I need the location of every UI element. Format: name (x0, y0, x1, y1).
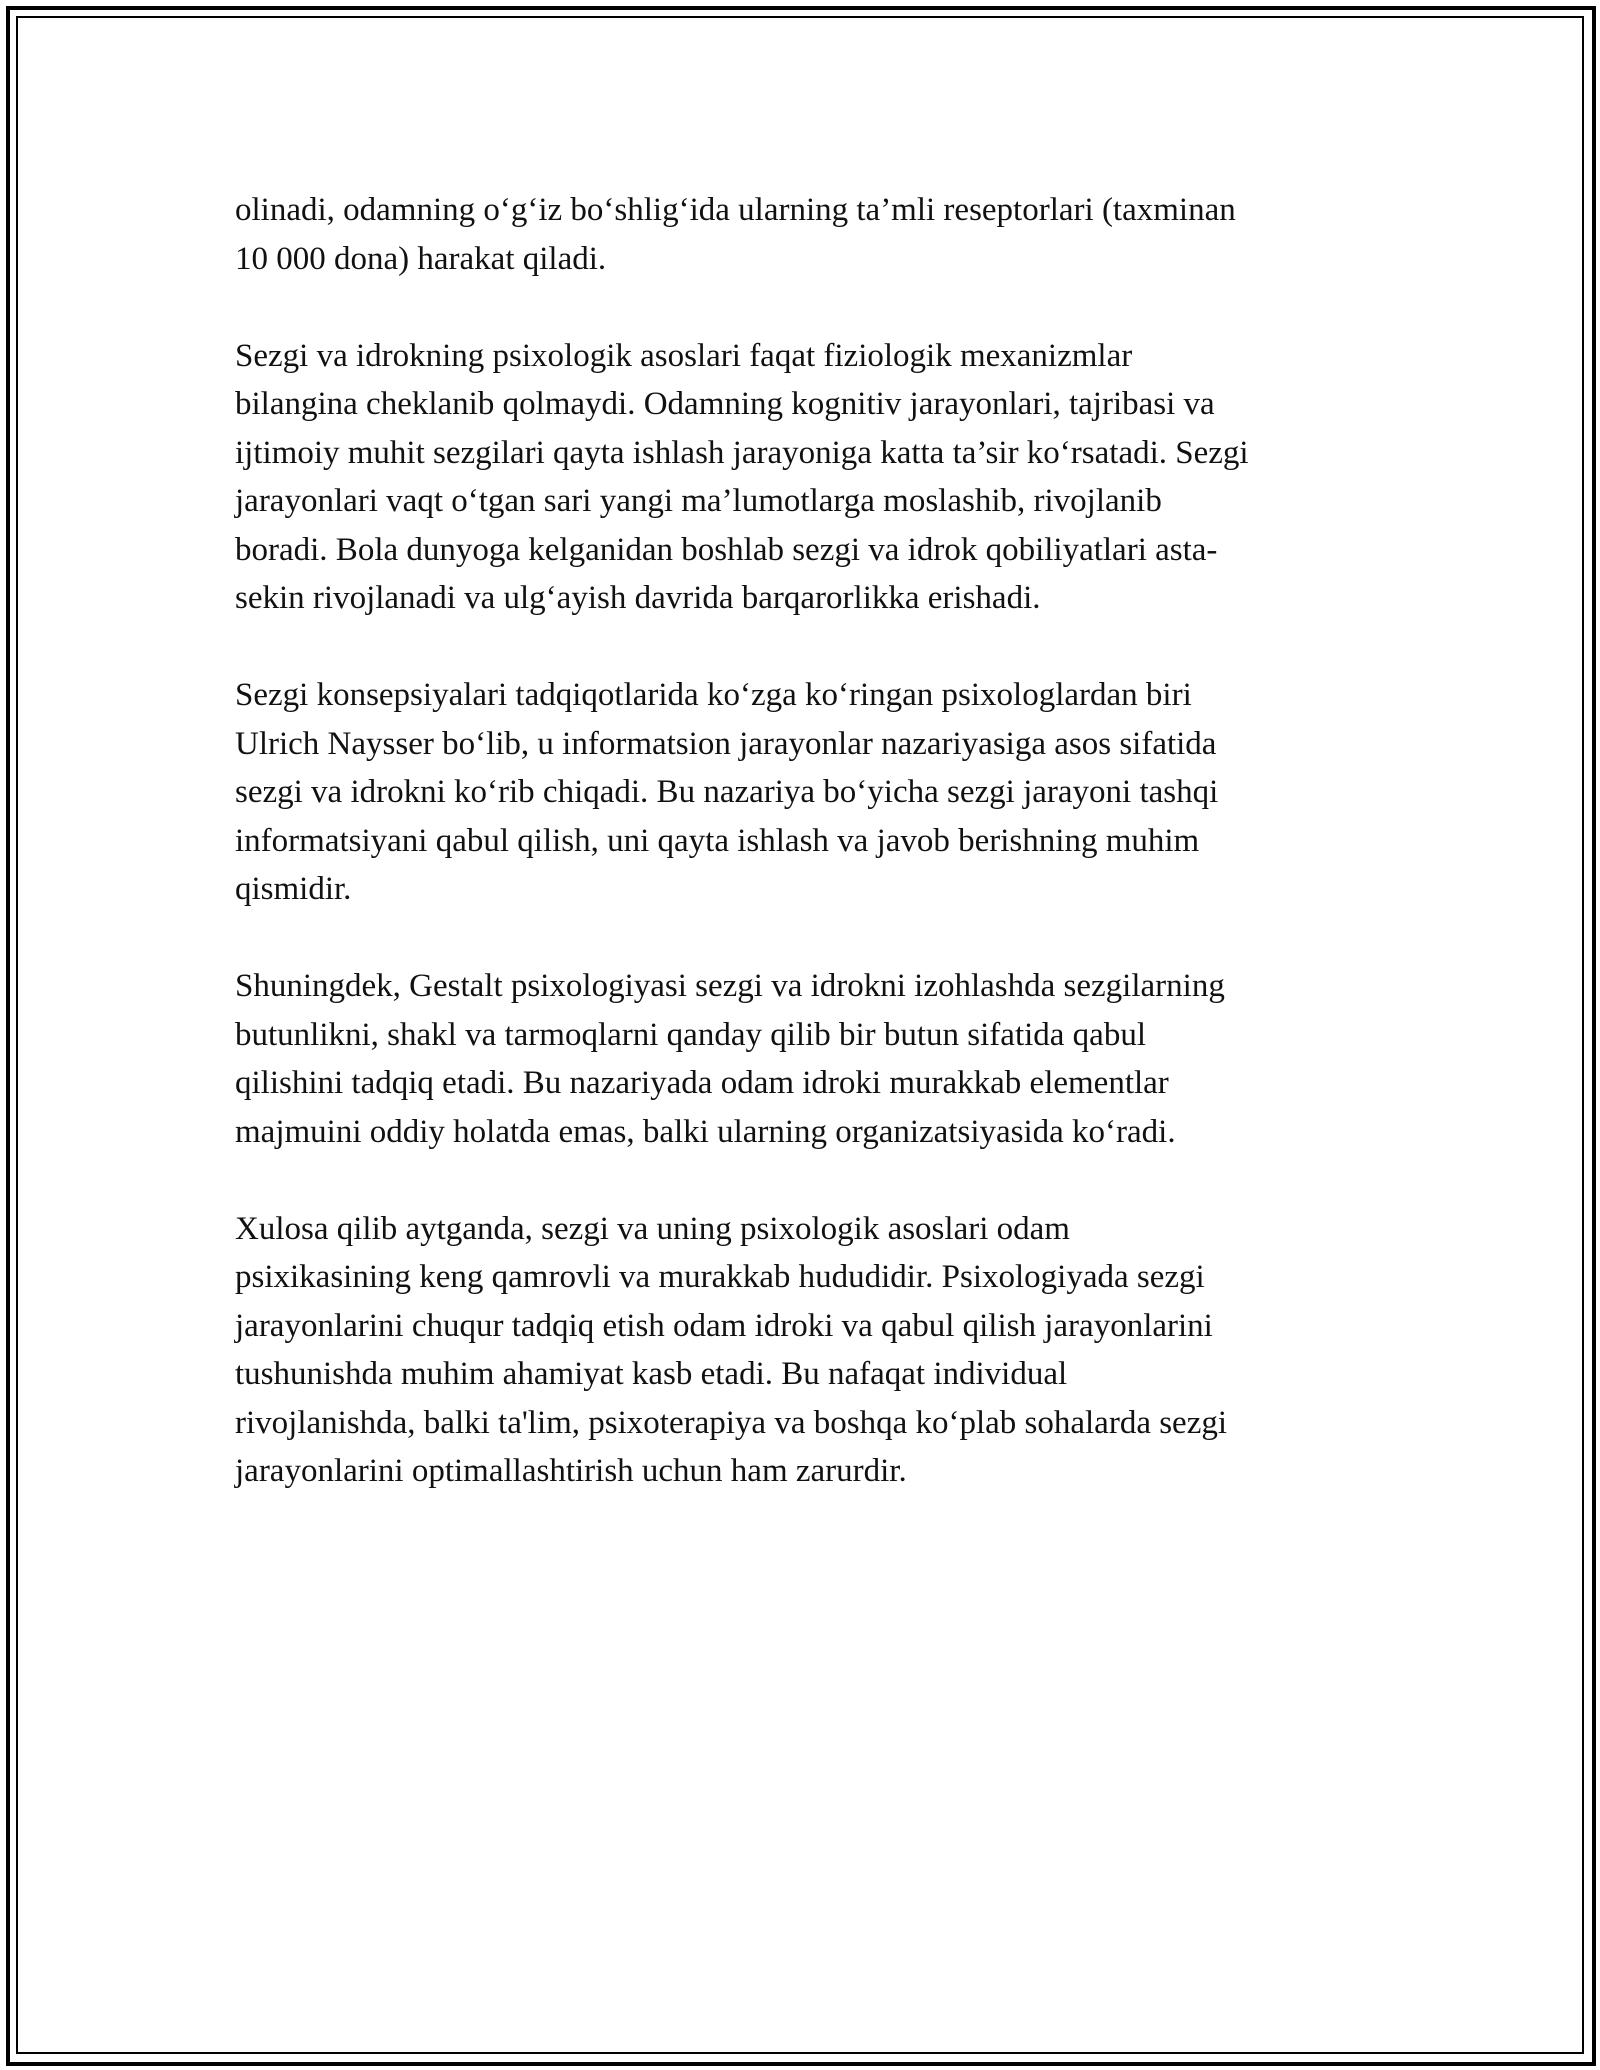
document-body (235, 186, 1370, 1544)
paragraph-5: Xulosa qilib aytganda, sezgi va uning psixologik asoslari odam psixikasining keng qamrovli va murakkab hududidir. Psixologiyada sezgi jarayonlarini chuqur tadqiq etish odam idroki va qabul qilish jarayonlarini tushunishda muhim ahamiyat kasb etadi. Bu nafaqat individual rivojlanishda, balki ta'lim, psixoterapiya va boshqa ko‘plab sohalarda sezgi jarayonlarini optimallashtirish uchun ham zarurdir. (235, 1210, 1228, 1489)
paragraph-1: olinadi, odamning o‘g‘iz bo‘shlig‘ida ularning ta’mli reseptorlari (taxminan 10 000 dona) harakat qiladi. (235, 192, 1236, 277)
paragraph-3: Sezgi konsepsiyalari tadqiqotlarida ko‘zga ko‘ringan psixologlardan biri Ulrich Naysser bo‘lib, u informatsion jarayonlar nazariyasiga asos sifatida sezgi va idrokni ko‘rib chiqadi. Bu nazariya bo‘yicha sezgi jarayoni tashqi informatsiyani qabul qilish, uni qayta ishlash va javob berishning muhim qismidir. (235, 677, 1219, 907)
paragraph-2: Sezgi va idrokning psixologik asoslari faqat fiziologik mexanizmlar bilangina cheklanib qolmaydi. Odamning kognitiv jarayonlari, tajribasi va ijtimoiy muhit sezgilari qayta ishlash jarayoniga katta ta’sir ko‘rsatadi. Sezgi jarayonlari vaqt o‘tgan sari yangi ma’lumotlarga moslashib, rivojlanib boradi. Bola dunyoga kelganidan boshlab sezgi va idrok qobiliyatlari asta- sekin rivojlanadi va ulg‘ayish davrida barqarorlikka erishadi. (235, 337, 1249, 616)
paragraph-4: Shuningdek, Gestalt psixologiyasi sezgi va idrokni izohlashda sezgilarning butunlikni, shakl va tarmoqlarni qanday qilib bir butun sifatida qabul qilishini tadqiq etadi. Bu nazariyada odam idroki murakkab elementlar majmuini oddiy holatda emas, balki ularning organizatsiyasida ko‘radi. (235, 968, 1225, 1150)
